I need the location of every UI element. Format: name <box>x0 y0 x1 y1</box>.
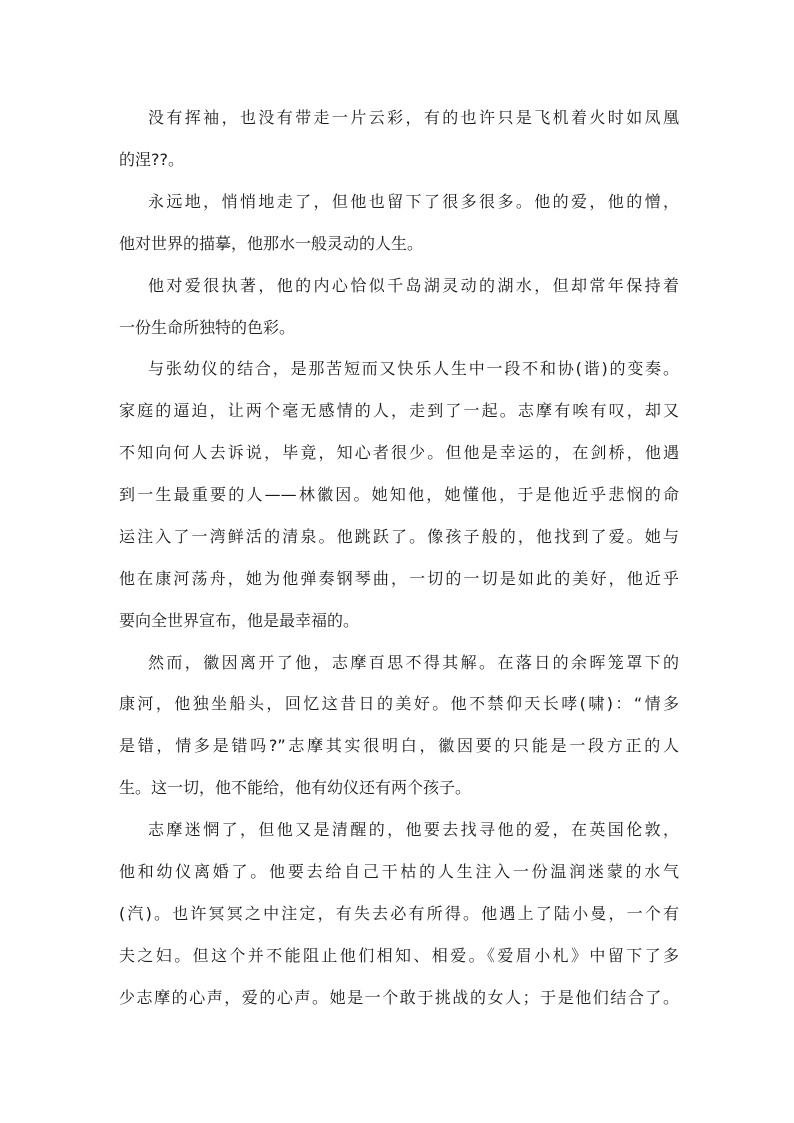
text-line: 没有挥袖，也没有带走一片云彩，有的也许只是飞机着火时如凤凰 <box>148 108 679 127</box>
text-line: 少志摩的心声，爱的心声。她是一个敢于挑战的女人；于是他们结合了。 <box>119 988 679 1007</box>
text-line: 生。这一切，他不能给，他有幼仪还有两个孩子。 <box>119 778 472 797</box>
text-line: 然而，徽因离开了他，志摩百思不得其解。在落日的余晖笼罩下的 <box>148 653 679 672</box>
text-line: 家庭的逼迫，让两个毫无感情的人，走到了一起。志摩有唉有叹，却又 <box>119 401 679 420</box>
text-line: 他在康河荡舟，她为他弹奏钢琴曲，一切的一切是如此的美好，他近乎 <box>119 569 679 588</box>
text-line: 与张幼仪的结合，是那苦短而又快乐人生中一段不和协(谐)的变奏。 <box>148 359 679 378</box>
text-line: 一份生命所独特的色彩。 <box>119 318 296 337</box>
text-line: 是错，情多是错吗?”志摩其实很明白，徽因要的只能是一段方正的人 <box>119 736 679 755</box>
text-line: 的涅??。 <box>119 150 184 169</box>
text-line: (汽)。也许冥冥之中注定，有失去必有所得。他遇上了陆小曼，一个有 <box>119 904 679 923</box>
text-line: 志摩迷惘了，但他又是清醒的，他要去找寻他的爱，在英国伦敦， <box>148 820 679 839</box>
text-line: 要向全世界宣布，他是最幸福的。 <box>119 611 360 630</box>
text-line: 他对爱很执著，他的内心恰似千岛湖灵动的湖水，但却常年保持着 <box>148 276 679 295</box>
text-line: 运注入了一湾鲜活的清泉。他跳跃了。像孩子般的，他找到了爱。她与 <box>119 527 679 546</box>
text-line: 他对世界的描摹，他那水一般灵动的人生。 <box>119 234 424 253</box>
text-line: 康河，他独坐船头，回忆这昔日的美好。他不禁仰天长哮(啸)：“情多 <box>119 694 679 713</box>
text-line: 到一生最重要的人——林徽因。她知他，她懂他，于是他近乎悲悯的命 <box>119 485 679 504</box>
text-line: 不知向何人去诉说，毕竟，知心者很少。但他是幸运的，在剑桥，他遇 <box>119 443 679 462</box>
text-line: 永远地，悄悄地走了，但他也留下了很多很多。他的爱，他的憎， <box>148 192 679 211</box>
text-line: 他和幼仪离婚了。他要去给自己干枯的人生注入一份温润迷蒙的水气 <box>119 862 679 881</box>
text-line: 夫之妇。但这个并不能阻止他们相知、相爱。《爱眉小札》中留下了多 <box>119 946 679 965</box>
